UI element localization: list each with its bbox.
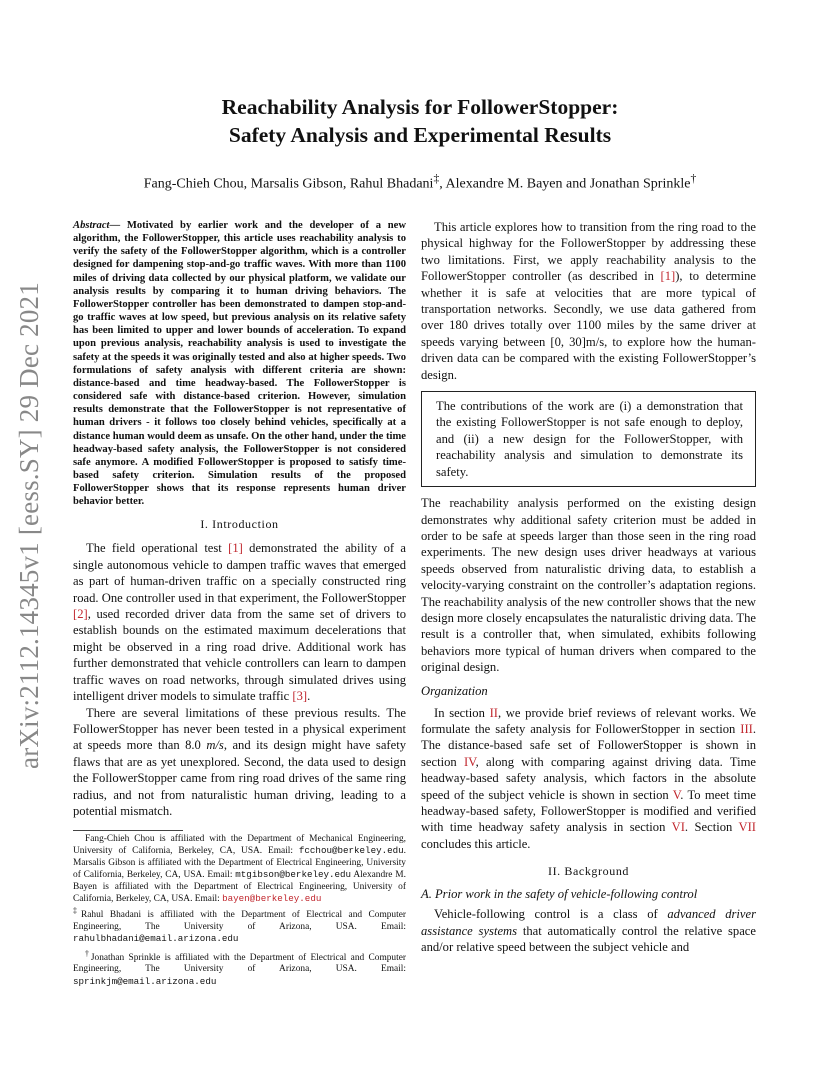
email-link[interactable]: rahulbhadani@email.arizona.edu [73, 933, 239, 945]
text-run: . Section [684, 820, 739, 835]
arxiv-stamp [10, 275, 48, 775]
section-link[interactable]: V [672, 787, 681, 802]
email-link[interactable]: sprinkjm@email.arizona.edu [73, 975, 217, 987]
contributions-text: The contributions of the work are (i) a demonstration that the existing FollowerStopper is not safe enough to deploy, and (ii) a new design for the FollowerStopper, with reachability analysis and simulation to demonstrate its safety. [436, 399, 743, 479]
citation-link[interactable]: [1] [660, 269, 676, 284]
text-run: that automatically control the relative space and/or relative speed between the subject vehicle and [421, 923, 756, 955]
organization-paragraph [421, 705, 756, 853]
section-link[interactable]: IV [463, 754, 476, 769]
footnote-affiliations [73, 834, 406, 905]
paper-title [100, 93, 740, 149]
email-link[interactable]: mtgibson@berkeley.edu [235, 869, 352, 881]
background-paragraph-1 [421, 906, 756, 955]
text-run: demonstrated the ability of a single autonomous vehicle to dampen traffic waves that emerged as part of human-driven traffic on a specially constructed ring road. One controller used in that experiment, the FollowerStopper [73, 541, 406, 605]
intro-paragraph-1 [73, 540, 406, 704]
authors-part-2: , Alexandre M. Bayen and Jonathan Sprinkle [439, 176, 691, 192]
section-link[interactable]: II [489, 705, 498, 720]
footnotes [73, 830, 406, 988]
title-line-2: Safety Analysis and Experimental Results [228, 123, 612, 147]
intro-paragraph-2 [73, 705, 406, 820]
section-heading-background: II. Background [547, 864, 630, 879]
text-run: Vehicle-following control is a class of [434, 907, 668, 922]
text-run: . Marsalis Gibson is affiliated with the Department of Electrical Engineering, University of California, Berkeley, CA, USA. Email: [73, 846, 406, 881]
footnote-sprinkle [73, 948, 406, 988]
text-run: . [307, 689, 311, 704]
text-run: , and its design might have safety flaws that are as yet unexplored. Second, the data used to design the FollowerStopper came from ring road drives of the same ring radius, and not from naturalistic human driving, leading to a potential mismatch. [73, 738, 406, 818]
author-list [60, 172, 780, 193]
organization-heading: Organization [421, 683, 488, 698]
section-link[interactable]: VI [671, 820, 685, 835]
footnote-mark: ‡ [73, 906, 82, 916]
text-run: , we provide brief reviews of relevant works. We formulate the safety analysis for FollowerStopper in section [421, 705, 756, 736]
text-run: Rahul Bhadani is affiliated with the Department of Electrical and Computer Engineering, The University of Arizona, USA. Email: [73, 910, 406, 932]
text-run: Fang-Chieh Chou is affiliated with the Department of Mechanical Engineering, University of California, Berkeley, CA, USA. Email: [73, 834, 406, 857]
abstract [73, 219, 406, 508]
text-run: concludes this article. [421, 836, 531, 851]
title-line-1: Reachability Analysis for FollowerStopper: [221, 95, 619, 119]
unit-math: m/s [206, 738, 224, 753]
citation-link[interactable]: [2] [73, 607, 88, 622]
footnote-bhadani [73, 905, 406, 945]
footnote-mark: † [85, 948, 91, 958]
subsection-heading-prior-work: A. Prior work in the safety of vehicle-following control [421, 887, 698, 902]
intro-paragraph-4: The reachability analysis performed on the existing design demonstrates why additional safety criterion must be added in order to be safe at speeds larger than those seen in the ring road experiments. The new design uses driver headways at various speeds observed from naturalistic driving data, to establish a velocity-varying constraint on the controller’s adaptation regions. The reachability analysis of the new controller shows that the new design more closely encapsulates the naturalistic driving data. The result is a controller that, when simulated, exhibits following behaviors more typical of human drivers when compared to the original design. [421, 496, 756, 675]
author-mark-2: † [690, 172, 697, 185]
footnote-rule [73, 830, 183, 831]
citation-link[interactable]: [1] [228, 541, 243, 556]
text-run: This article explores how to transition from the ring road to the physical highway for the FollowerStopper by addressing these two limitations. First, we apply reachability analysis to the FollowerStopper controller (as described in [421, 220, 756, 284]
citation-link[interactable]: [3] [292, 689, 308, 704]
text-run: . To meet time headway-based safety, FollowerStopper is modified and verified with time headway safety analysis in section [421, 787, 756, 835]
contributions-box [421, 391, 756, 487]
authors-part-1: Fang-Chieh Chou, Marsalis Gibson, Rahul Bhadani [143, 176, 434, 192]
text-run: In section [434, 705, 490, 720]
text-run: There are several limitations of these previous results. The FollowerStopper has never been tested in a physical experiment at speeds more than 8.0 [73, 705, 406, 753]
emphasis: advanced driver assistance systems [421, 907, 757, 938]
text-run: , to explore how the human-driven data can be compared with the existing FollowerStopper’s design. [421, 334, 756, 382]
text-run: Alexandre M. Bayen is affiliated with the Department of Electrical Engineering, University of California, Berkeley, CA, USA. Email: [73, 870, 406, 905]
section-heading-introduction: I. Introduction [200, 517, 279, 532]
email-link[interactable]: fcchou@berkeley.edu [298, 845, 404, 857]
text-run: ), to determine whether it is safe at velocities that are more typical of transportation networks. Secondly, we use data gathered from over 180 drives totally over 1100 miles by the same driver at speeds varying between [421, 269, 756, 349]
intro-paragraph-3 [421, 219, 756, 383]
right-column [421, 219, 756, 955]
abstract-label: Abstract [73, 220, 110, 231]
section-link[interactable]: VII [738, 820, 756, 835]
abstract-text: — Motivated by earlier work and the developer of a new algorithm, the FollowerStopper, this article uses reachability analysis to verify the safety of the FollowerStopper algorithm, which is a controller designed for dampening stop-and-go traffic waves. With more than 1100 miles of driving data collected by our physical platform, we validate our analysis results by comparing it to human driving behaviors. The FollowerStopper controller has been demonstrated to dampen stop-and-go traffic waves at low speed, but previous analysis on its relative safety has been limited to upper and lower bounds of acceleration. To expand upon previous analysis, reachability analysis is used to investigate the safety at the speeds it was originally tested and also at higher speeds. Two formulations of safety analysis with different criteria are shown: distance-based and time headway-based. The FollowerStopper is considered safe with distance-based criterion. However, simulation results demonstrate that the FollowerStopper is not representative of human drivers - it follows too closely behind vehicles, specifically at a distance human would deem as unsafe. On the other hand, under the time headway-based safety analysis, the FollowerStopper is not considered safe anymore. A modified FollowerStopper is proposed to satisfy time-based safety criterion. Simulation results of the proposed FollowerStopper shows that its response represents human driver behavior better. [73, 220, 406, 508]
text-run: . The distance-based safe set of FollowerStopper is shown in section [421, 721, 756, 769]
math-range: [0, 30]m/s [550, 334, 605, 349]
left-column [73, 219, 406, 819]
text-run: Jonathan Sprinkle is affiliated with the Department of Electrical and Computer Engineering, The University of Arizona, USA. Email: [73, 952, 406, 975]
email-link[interactable]: bayen@berkeley.edu [222, 893, 322, 905]
text-run: , used recorded driver data from the same set of drivers to establish bounds on the estimated maximum decelerations that might be observed in a ring road drive. Additional work has further demonstrated that vehicle controllers can learn to dampen traffic waves on road networks, through simulated drives using intelligent driver models to simulate traffic [73, 607, 406, 704]
arxiv-id: arXiv:2112.14345v1 [eess.SY] 29 Dec 2021 [13, 281, 44, 769]
text-run: , along with comparing against driving data. Time headway-based safety analysis, which factors in the absolute speed of the subject vehicle is shown in section [421, 754, 756, 802]
text-run: The field operational test [86, 541, 229, 556]
section-link[interactable]: III [740, 721, 753, 736]
author-mark-1: ‡ [433, 172, 440, 185]
